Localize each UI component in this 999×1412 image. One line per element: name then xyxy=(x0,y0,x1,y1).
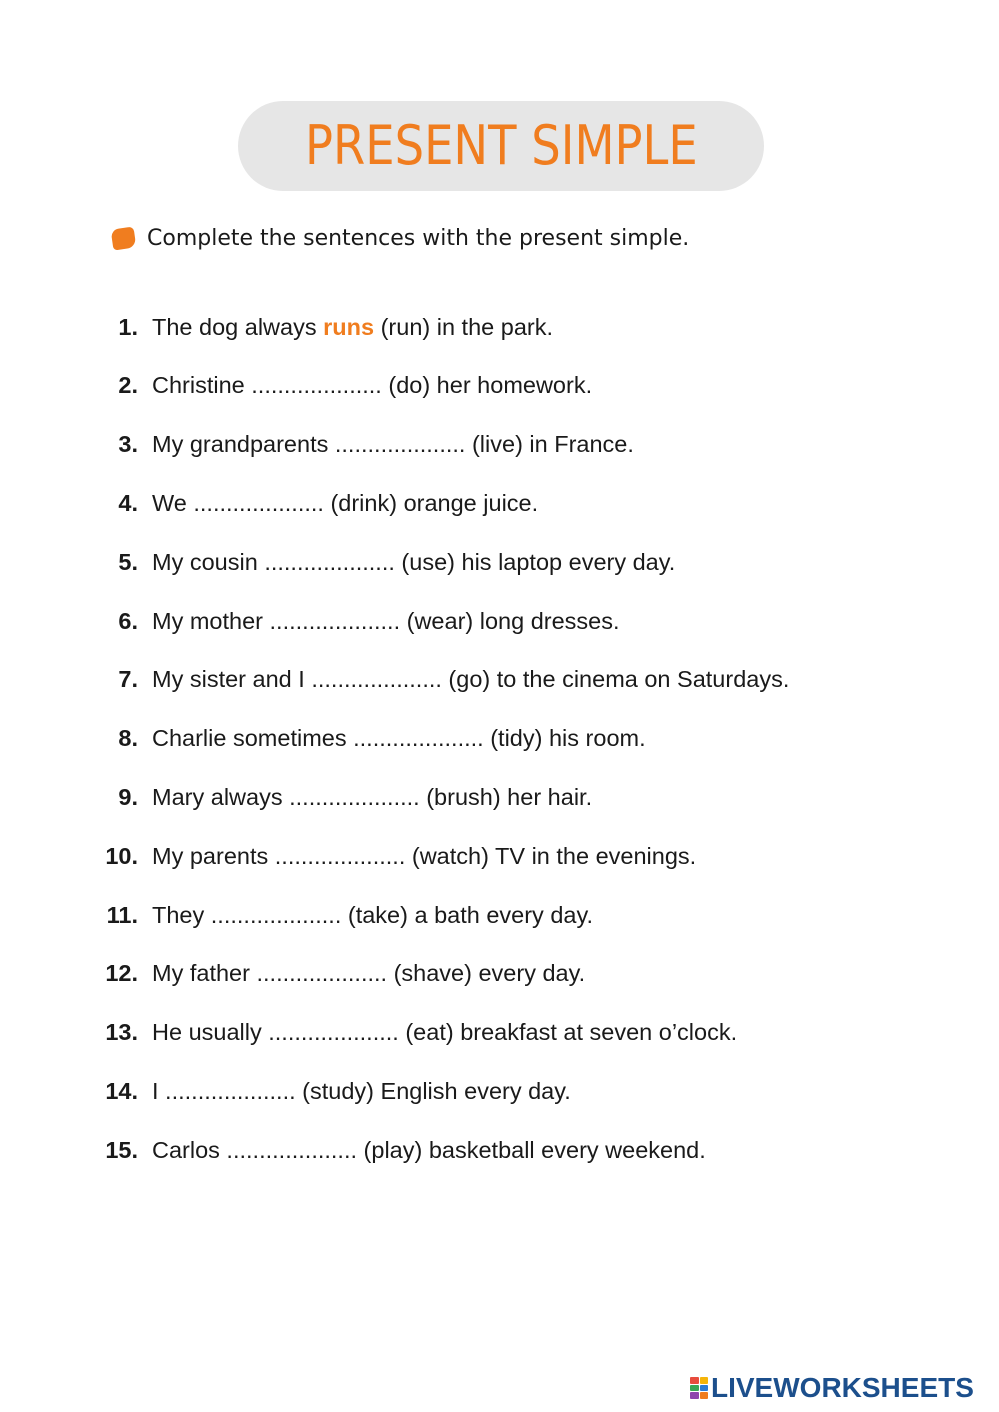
exercise-number: 3. xyxy=(118,431,138,458)
exercise-text: He usually .................... (eat) breakfast at seven o’clock. xyxy=(152,1019,738,1046)
page-title: PRESENT SIMPLE xyxy=(304,114,698,177)
instruction xyxy=(112,226,689,251)
exercise-answer: runs xyxy=(323,313,375,340)
exercise-text: Christine .................... (do) her homework. xyxy=(152,372,593,399)
exercise-item xyxy=(0,1130,706,1170)
exercise-item xyxy=(0,601,620,641)
exercise-item xyxy=(0,719,646,759)
title-banner xyxy=(238,101,764,191)
liveworksheets-logo-icon xyxy=(690,1377,708,1399)
exercise-item xyxy=(0,836,696,876)
exercise-item xyxy=(0,895,593,935)
exercise-item xyxy=(0,777,592,817)
exercise-item xyxy=(0,1071,571,1111)
exercise-text: Mary always .................... (brush) her hair. xyxy=(152,783,593,810)
exercise-text: Charlie sometimes .................... (tidy) his room. xyxy=(152,725,646,752)
exercise-number: 11. xyxy=(106,901,138,928)
exercise-text: My grandparents .................... (live) in France. xyxy=(152,431,634,458)
exercise-text: My cousin .................... (use) his laptop every day. xyxy=(152,548,676,575)
exercise-text: My mother .................... (wear) long dresses. xyxy=(152,607,620,634)
exercise-number: 2. xyxy=(118,372,138,399)
exercise-item xyxy=(0,542,675,582)
exercise-number: 13. xyxy=(105,1019,138,1046)
exercise-number: 1. xyxy=(118,313,138,340)
exercise-item xyxy=(0,954,585,994)
exercise-text: My parents .................... (watch) TV in the evenings. xyxy=(152,842,697,869)
bullet-icon xyxy=(111,227,137,251)
instruction-text: Complete the sentences with the present simple. xyxy=(147,226,690,251)
exercise-item xyxy=(0,483,538,523)
exercise-number: 8. xyxy=(118,725,138,752)
exercise-number: 14. xyxy=(105,1077,138,1104)
exercise-text: Carlos .................... (play) basketball every weekend. xyxy=(152,1136,706,1163)
exercise-number: 10. xyxy=(105,842,138,869)
exercise-text: My father .................... (shave) every day. xyxy=(152,960,586,987)
exercise-number: 12. xyxy=(105,960,138,987)
exercise-text-after: (run) in the park. xyxy=(374,313,553,340)
exercise-number: 4. xyxy=(118,489,138,516)
exercise-item xyxy=(0,307,553,347)
exercise-number: 7. xyxy=(118,666,138,693)
exercise-item xyxy=(0,1013,737,1053)
exercise-item xyxy=(0,660,789,700)
exercise-item xyxy=(0,366,592,406)
liveworksheets-logo xyxy=(690,1372,974,1404)
exercise-item xyxy=(0,425,634,465)
exercise-text: The dog always xyxy=(152,313,324,340)
exercise-text: My sister and I .................... (go) to the cinema on Saturdays. xyxy=(152,666,790,693)
exercise-text: We .................... (drink) orange juice. xyxy=(152,489,539,516)
exercise-text: They .................... (take) a bath every day. xyxy=(152,901,594,928)
exercise-number: 9. xyxy=(118,783,138,810)
exercise-number: 6. xyxy=(118,607,138,634)
exercise-text: I .................... (study) English every day. xyxy=(152,1077,571,1104)
logo-text: LIVEWORKSHEETS xyxy=(711,1372,974,1403)
exercise-number: 15. xyxy=(105,1136,138,1163)
exercise-number: 5. xyxy=(118,548,138,575)
